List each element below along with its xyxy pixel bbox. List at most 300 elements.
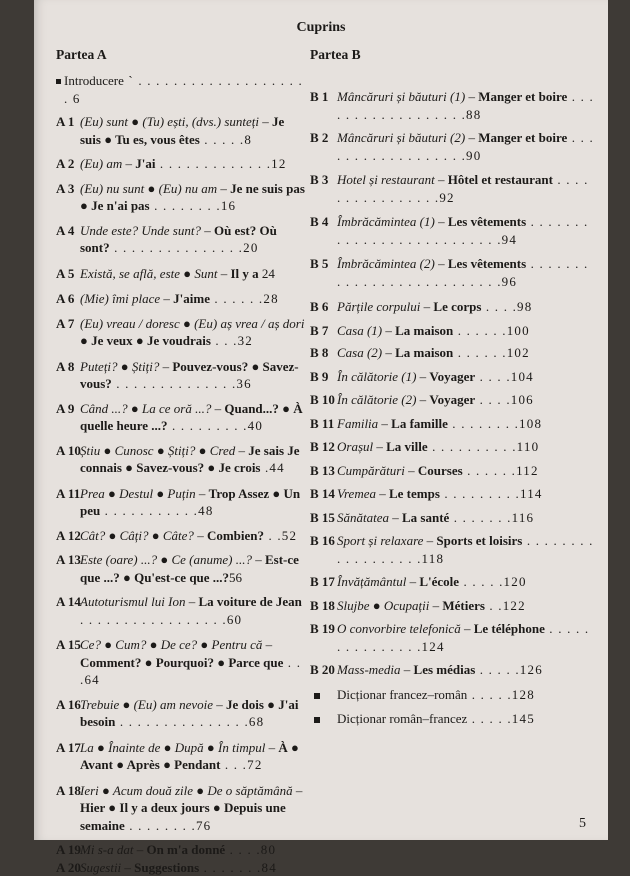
- entry-segment: Sports et loisirs: [436, 533, 522, 548]
- page-ref: . . . .106: [475, 392, 534, 407]
- entry-text: [80, 400, 306, 435]
- entry-segment: On m'a donné: [146, 842, 225, 857]
- entry-number: B 13: [310, 462, 337, 480]
- page-ref: ` . . . . . . . . . . . . . . . . . . . . 6: [64, 73, 303, 106]
- partB-entry: [310, 620, 596, 655]
- partB-entry: [310, 391, 596, 409]
- entry-segment: Casa (2): [337, 345, 382, 360]
- page-ref: . . . . .126: [475, 662, 543, 677]
- entry-text: [337, 686, 596, 704]
- entry-segment: Sugestii: [80, 860, 121, 875]
- entry-segment: –: [389, 510, 402, 525]
- entry-segment: Cât? ● Câți? ● Câte?: [80, 528, 194, 543]
- page-ref: . . . . . .100: [453, 323, 530, 338]
- partA-entry: [56, 527, 306, 545]
- entry-segment: Învățământul: [337, 574, 406, 589]
- entry-number: B 5: [310, 255, 337, 290]
- entry-number: A 2: [56, 155, 80, 173]
- entry-segment: La famille: [391, 416, 448, 431]
- entry-segment: –: [423, 533, 436, 548]
- entry-segment: J'aime: [173, 291, 210, 306]
- entry-segment: Hotel și restaurant: [337, 172, 435, 187]
- page-ref: . . . . . . . .16: [150, 198, 237, 213]
- entry-text: [337, 171, 596, 206]
- partB-entry: [310, 532, 596, 567]
- entry-segment: Știu ● Cunosc ● Știți? ● Cred: [80, 443, 235, 458]
- partA-entry: [56, 636, 306, 689]
- entry-text: [337, 462, 596, 480]
- page-ref: . . . . . . . . .40: [168, 418, 264, 433]
- page-ref: . . . . . .28: [210, 291, 279, 306]
- entry-number: B 8: [310, 344, 337, 362]
- entry-segment: –: [217, 181, 230, 196]
- entry-number: [310, 710, 337, 728]
- partA-list: [56, 72, 306, 876]
- partA-entry: [56, 739, 306, 774]
- partB-entry: [310, 88, 596, 123]
- entry-number: B 16: [310, 532, 337, 567]
- partA-heading: Partea A: [56, 47, 107, 63]
- entry-segment: –: [416, 369, 429, 384]
- page-ref: . . . . . . . . . . . . . . . . . .90: [337, 130, 594, 163]
- page-title: Cuprins: [34, 20, 608, 36]
- entry-segment: Il y a: [230, 266, 258, 281]
- entry-segment: Cumpărături: [337, 463, 405, 478]
- partB-entry: [310, 485, 596, 503]
- entry-segment: Este (oare) ...? ● Ce (anume) ...?: [80, 552, 252, 567]
- entry-segment: Où est? Où sont?: [80, 223, 277, 256]
- page-number: 5: [579, 816, 586, 832]
- entry-segment: –: [405, 463, 418, 478]
- entry-number: A 12: [56, 527, 80, 545]
- entry-segment: À ● Avant ● Après ● Pendant: [80, 740, 299, 773]
- entry-segment: –: [435, 214, 448, 229]
- entry-segment: Mass-media: [337, 662, 401, 677]
- entry-segment: Les médias: [414, 662, 476, 677]
- entry-segment: 24: [259, 266, 275, 281]
- entry-segment: –: [259, 114, 272, 129]
- entry-text: [337, 485, 596, 503]
- entry-text: [337, 597, 596, 615]
- entry-number: A 6: [56, 290, 80, 308]
- entry-segment: Je veux ● Je voudrais: [91, 333, 211, 348]
- entry-number: B 14: [310, 485, 337, 503]
- page-ref: . .122: [485, 598, 526, 613]
- entry-text: [80, 782, 306, 835]
- entry-segment: Voyager: [429, 369, 475, 384]
- page-ref: . . .32: [211, 333, 253, 348]
- entry-segment: Quand...? ● À quelle heure ...?: [80, 401, 303, 434]
- entry-segment: –: [217, 266, 230, 281]
- partB-list: [310, 88, 596, 728]
- entry-segment: O convorbire telefonică: [337, 621, 461, 636]
- entry-number: B 2: [310, 129, 337, 164]
- entry-segment: Dicționar francez–român: [337, 687, 467, 702]
- entry-number: B 3: [310, 171, 337, 206]
- entry-number: B 7: [310, 322, 337, 340]
- partB-entry: [310, 344, 596, 362]
- entry-segment: Îmbrăcămintea (2): [337, 256, 435, 271]
- entry-text: [337, 298, 596, 316]
- entry-segment: –: [201, 223, 214, 238]
- entry-segment: Je ne suis pas ● Je n'ai pas: [80, 181, 305, 214]
- entry-text: [80, 180, 306, 215]
- entry-text: [337, 88, 596, 123]
- entry-segment: –: [196, 486, 209, 501]
- entry-number: A 15: [56, 636, 80, 689]
- entry-segment: Vremea: [337, 486, 376, 501]
- square-bullet-icon: [314, 693, 320, 699]
- partB-entry: [310, 322, 596, 340]
- entry-number: B 4: [310, 213, 337, 248]
- partA-entry: [56, 155, 306, 173]
- entry-segment: Mi s-a dat: [80, 842, 133, 857]
- entry-segment: La maison: [395, 345, 453, 360]
- entry-text: [337, 415, 596, 433]
- entry-text: [80, 696, 306, 731]
- page-ref: . . . . . . . . . . . . . . .68: [115, 714, 264, 729]
- page-ref: . . .64: [80, 655, 301, 688]
- entry-segment: –: [252, 552, 265, 567]
- entry-number: B 18: [310, 597, 337, 615]
- entry-text: [337, 129, 596, 164]
- entry-number: A 9: [56, 400, 80, 435]
- entry-segment: Trop Assez ● Un peu: [80, 486, 300, 519]
- entry-text: [80, 739, 306, 774]
- entry-segment: (Eu) am: [80, 156, 122, 171]
- partB-entry: [310, 213, 596, 248]
- entry-segment: Casa (1): [337, 323, 382, 338]
- entry-segment: Mâncăruri și băuturi (1): [337, 89, 465, 104]
- entry-segment: Métiers: [442, 598, 485, 613]
- entry-segment: (Eu) vreau / doresc ● (Eu) aș vrea / aș dori ●: [80, 316, 304, 349]
- entry-segment: Slujbe ● Ocupații: [337, 598, 429, 613]
- entry-segment: (Eu) sunt ● (Tu) ești, (dvs.) sunteți: [80, 114, 259, 129]
- partB-entry: [310, 710, 596, 728]
- entry-segment: –: [194, 528, 207, 543]
- page-ref: . . . . . . . . . . . . . . . . . . . . . . . . . .96: [337, 256, 589, 289]
- entry-text: [337, 391, 596, 409]
- entry-text: [80, 485, 306, 520]
- page-ref: . . . . . . . . . . . . . . .20: [110, 240, 259, 255]
- entry-segment: La ville: [386, 439, 428, 454]
- partA-entry: [56, 400, 306, 435]
- entry-segment: Prea ● Destul ● Puțin: [80, 486, 196, 501]
- square-bullet-icon: [314, 717, 320, 723]
- entry-segment: –: [382, 323, 395, 338]
- entry-text: [80, 315, 306, 350]
- entry-segment: (Eu) nu sunt ● (Eu) nu am: [80, 181, 217, 196]
- entry-text: [64, 72, 306, 107]
- partA-entry: [56, 696, 306, 731]
- entry-number: A 14: [56, 593, 80, 628]
- entry-segment: Est-ce que ...? ● Qu'est-ce que ...?: [80, 552, 299, 585]
- entry-segment: –: [420, 299, 433, 314]
- entry-segment: La ● Înainte de ● După ● În timpul: [80, 740, 265, 755]
- entry-number: [56, 72, 64, 107]
- entry-segment: La maison: [395, 323, 453, 338]
- entry-number: B 15: [310, 509, 337, 527]
- entry-segment: –: [376, 486, 389, 501]
- partB-entry: [310, 597, 596, 615]
- entry-segment: –: [159, 359, 172, 374]
- entry-segment: Mâncăruri și băuturi (2): [337, 130, 465, 145]
- entry-segment: Suggestions: [134, 860, 199, 875]
- entry-number: A 4: [56, 222, 80, 257]
- page-ref: . . . . .8: [200, 132, 252, 147]
- entry-number: A 1: [56, 113, 80, 148]
- page-ref: . . . . . . . . . . . . . . . . .60: [80, 612, 242, 627]
- entry-number: B 20: [310, 661, 337, 679]
- entry-text: [80, 551, 306, 586]
- entry-segment: –: [416, 392, 429, 407]
- entry-text: [337, 573, 596, 591]
- entry-segment: –: [211, 401, 224, 416]
- entry-segment: Le téléphone: [474, 621, 545, 636]
- entry-number: A 17: [56, 739, 80, 774]
- entry-number: [310, 686, 337, 704]
- partA-entry: [56, 551, 306, 586]
- partA-entry: [56, 358, 306, 393]
- entry-segment: –: [382, 345, 395, 360]
- partB-entry: [310, 368, 596, 386]
- entry-segment: Le temps: [389, 486, 440, 501]
- entry-segment: Les vêtements: [448, 256, 526, 271]
- partB-heading: Partea B: [310, 47, 361, 63]
- entry-segment: –: [185, 594, 198, 609]
- entry-segment: Dicționar român–francez: [337, 711, 467, 726]
- page-ref: .44: [261, 460, 285, 475]
- partA-entry: [56, 841, 306, 859]
- entry-number: B 10: [310, 391, 337, 409]
- page-ref: . . . . . . . . . . . . . .36: [112, 376, 252, 391]
- entry-segment: Pouvez-vous? ● Savez-vous?: [80, 359, 299, 392]
- partB-entry: [310, 255, 596, 290]
- entry-text: [80, 155, 306, 173]
- entry-segment: Voyager: [429, 392, 475, 407]
- entry-number: A 3: [56, 180, 80, 215]
- entry-text: [80, 290, 306, 308]
- page-ref: . . . . . .112: [463, 463, 539, 478]
- page-ref: . . . . . . . . . . . . . . . .92: [337, 172, 589, 205]
- entry-text: [337, 661, 596, 679]
- entry-number: B 12: [310, 438, 337, 456]
- entry-text: [80, 265, 306, 283]
- entry-number: A 11: [56, 485, 80, 520]
- entry-segment: Puteți? ● Știți?: [80, 359, 159, 374]
- entry-number: A 19: [56, 841, 80, 859]
- entry-text: [337, 213, 596, 248]
- partB-entry: [310, 462, 596, 480]
- entry-segment: Combien?: [207, 528, 264, 543]
- entry-number: A 8: [56, 358, 80, 393]
- entry-segment: Ieri ● Acum două zile ● De o săptămână: [80, 783, 293, 798]
- partA-entry: [56, 315, 306, 350]
- entry-text: [337, 322, 596, 340]
- entry-segment: Les vêtements: [448, 214, 526, 229]
- page-ref: . . . . . . . . . . . . .12: [155, 156, 286, 171]
- entry-text: [337, 620, 596, 655]
- entry-segment: Îmbrăcămintea (1): [337, 214, 435, 229]
- entry-number: A 20: [56, 859, 80, 876]
- page-ref: . . . . . . . . . . . . . . . . . .118: [337, 533, 594, 566]
- page-ref: . . . . . . . . .114: [440, 486, 543, 501]
- page-ref: . . . . . . .84: [199, 860, 277, 875]
- page-ref: . . . . . . .116: [449, 510, 534, 525]
- page-ref: . . . . . . . . . . . . . . .124: [337, 621, 589, 654]
- entry-segment: Autoturismul lui Ion: [80, 594, 185, 609]
- partA-entry: [56, 180, 306, 215]
- entry-text: [80, 527, 306, 545]
- partA-entry: [56, 72, 306, 107]
- partB-entry: [310, 415, 596, 433]
- entry-segment: –: [401, 662, 414, 677]
- entry-segment: Există, se află, este ● Sunt: [80, 266, 217, 281]
- entry-segment: Je sais Je connais ● Savez-vous? ● Je crois: [80, 443, 300, 476]
- page-ref: . . . . .128: [467, 687, 535, 702]
- entry-segment: Courses: [418, 463, 463, 478]
- entry-segment: J'ai: [135, 156, 155, 171]
- entry-segment: –: [213, 697, 226, 712]
- page-ref: . . .72: [220, 757, 262, 772]
- entry-segment: –: [121, 860, 134, 875]
- entry-segment: L'école: [419, 574, 459, 589]
- page-ref: . .52: [264, 528, 297, 543]
- entry-segment: –: [235, 443, 248, 458]
- entry-segment: –: [265, 740, 278, 755]
- square-bullet-icon: [56, 79, 61, 84]
- entry-text: [337, 509, 596, 527]
- entry-number: A 16: [56, 696, 80, 731]
- partB-entry: [310, 573, 596, 591]
- entry-segment: 56: [229, 570, 242, 585]
- entry-segment: În călătorie (1): [337, 369, 416, 384]
- entry-text: [337, 532, 596, 567]
- entry-segment: –: [293, 783, 303, 798]
- entry-segment: –: [160, 291, 173, 306]
- partB-entry: [310, 438, 596, 456]
- entry-text: [80, 222, 306, 257]
- partB-entry: [310, 298, 596, 316]
- partA-entry: [56, 782, 306, 835]
- entry-text: [337, 710, 596, 728]
- page-ref: . . . .104: [475, 369, 534, 384]
- entry-segment: –: [429, 598, 442, 613]
- entry-segment: Le corps: [433, 299, 481, 314]
- page-ref: . . . .80: [225, 842, 276, 857]
- entry-text: [80, 358, 306, 393]
- entry-segment: Hôtel et restaurant: [448, 172, 553, 187]
- page-ref: . . . . . . . . . . . . . . . . . .88: [337, 89, 594, 122]
- entry-segment: Introducere: [64, 73, 124, 88]
- entry-text: [80, 859, 306, 876]
- entry-number: A 7: [56, 315, 80, 350]
- entry-text: [80, 636, 306, 689]
- partB-entry: [310, 686, 596, 704]
- page-ref: . . . . .120: [459, 574, 527, 589]
- partA-entry: [56, 113, 306, 148]
- entry-segment: –: [435, 172, 448, 187]
- entry-segment: Hier ● Il y a deux jours ● Depuis une semaine: [80, 800, 286, 833]
- entry-segment: Sănătatea: [337, 510, 389, 525]
- page-ref: . . . . .145: [467, 711, 535, 726]
- entry-number: B 1: [310, 88, 337, 123]
- page-ref: . . . . . . . .108: [448, 416, 542, 431]
- partA-entry: [56, 290, 306, 308]
- entry-segment: Ce? ● Cum? ● De ce? ● Pentru că: [80, 637, 262, 652]
- entry-segment: –: [465, 130, 478, 145]
- page-ref: . . . . . . . . . .110: [428, 439, 540, 454]
- page-ref: . . . .98: [481, 299, 532, 314]
- partA-entry: [56, 442, 306, 477]
- entry-number: B 19: [310, 620, 337, 655]
- page-ref: . . . . . .102: [453, 345, 530, 360]
- entry-text: [80, 593, 306, 628]
- entry-segment: Familia: [337, 416, 378, 431]
- entry-number: B 17: [310, 573, 337, 591]
- entry-segment: –: [406, 574, 419, 589]
- entry-text: [80, 113, 306, 148]
- entry-segment: Părțile corpului: [337, 299, 420, 314]
- entry-segment: Sport și relaxare: [337, 533, 423, 548]
- entry-number: B 11: [310, 415, 337, 433]
- partA-entry: [56, 593, 306, 628]
- entry-text: [337, 438, 596, 456]
- entry-number: B 6: [310, 298, 337, 316]
- entry-number: A 18: [56, 782, 80, 835]
- entry-segment: Trebuie ● (Eu) am nevoie: [80, 697, 213, 712]
- entry-text: [80, 442, 306, 477]
- entry-segment: Comment? ● Pourquoi? ● Parce que: [80, 655, 283, 670]
- entry-segment: La santé: [402, 510, 449, 525]
- partA-entry: [56, 859, 306, 876]
- page-ref: . . . . . . . . . . .48: [100, 503, 213, 518]
- entry-number: A 10: [56, 442, 80, 477]
- entry-segment: –: [461, 621, 474, 636]
- entry-segment: Orașul: [337, 439, 373, 454]
- entry-segment: –: [262, 637, 272, 652]
- entry-segment: La voiture de Jean: [198, 594, 301, 609]
- page-ref: . . . . . . . .76: [125, 818, 212, 833]
- entry-text: [337, 255, 596, 290]
- entry-number: A 5: [56, 265, 80, 283]
- entry-segment: Când ...? ● La ce oră ...?: [80, 401, 211, 416]
- entry-segment: –: [133, 842, 146, 857]
- partB-entry: [310, 509, 596, 527]
- entry-segment: Manger et boire: [478, 89, 567, 104]
- entry-text: [80, 841, 306, 859]
- page-ref: . . . . . . . . . . . . . . . . . . . . . . . . . .94: [337, 214, 589, 247]
- entry-segment: –: [435, 256, 448, 271]
- entry-segment: Unde este? Unde sunt?: [80, 223, 201, 238]
- entry-number: B 9: [310, 368, 337, 386]
- entry-segment: Je dois ● J'ai besoin: [80, 697, 299, 730]
- entry-segment: În călătorie (2): [337, 392, 416, 407]
- entry-number: A 13: [56, 551, 80, 586]
- partA-entry: [56, 222, 306, 257]
- entry-segment: (Mie) îmi place: [80, 291, 160, 306]
- partA-entry: [56, 265, 306, 283]
- book-page: [34, 0, 608, 840]
- entry-segment: Manger et boire: [478, 130, 567, 145]
- entry-segment: –: [378, 416, 391, 431]
- entry-segment: –: [465, 89, 478, 104]
- partB-entry: [310, 661, 596, 679]
- entry-text: [337, 344, 596, 362]
- entry-text: [337, 368, 596, 386]
- partB-entry: [310, 171, 596, 206]
- partA-entry: [56, 485, 306, 520]
